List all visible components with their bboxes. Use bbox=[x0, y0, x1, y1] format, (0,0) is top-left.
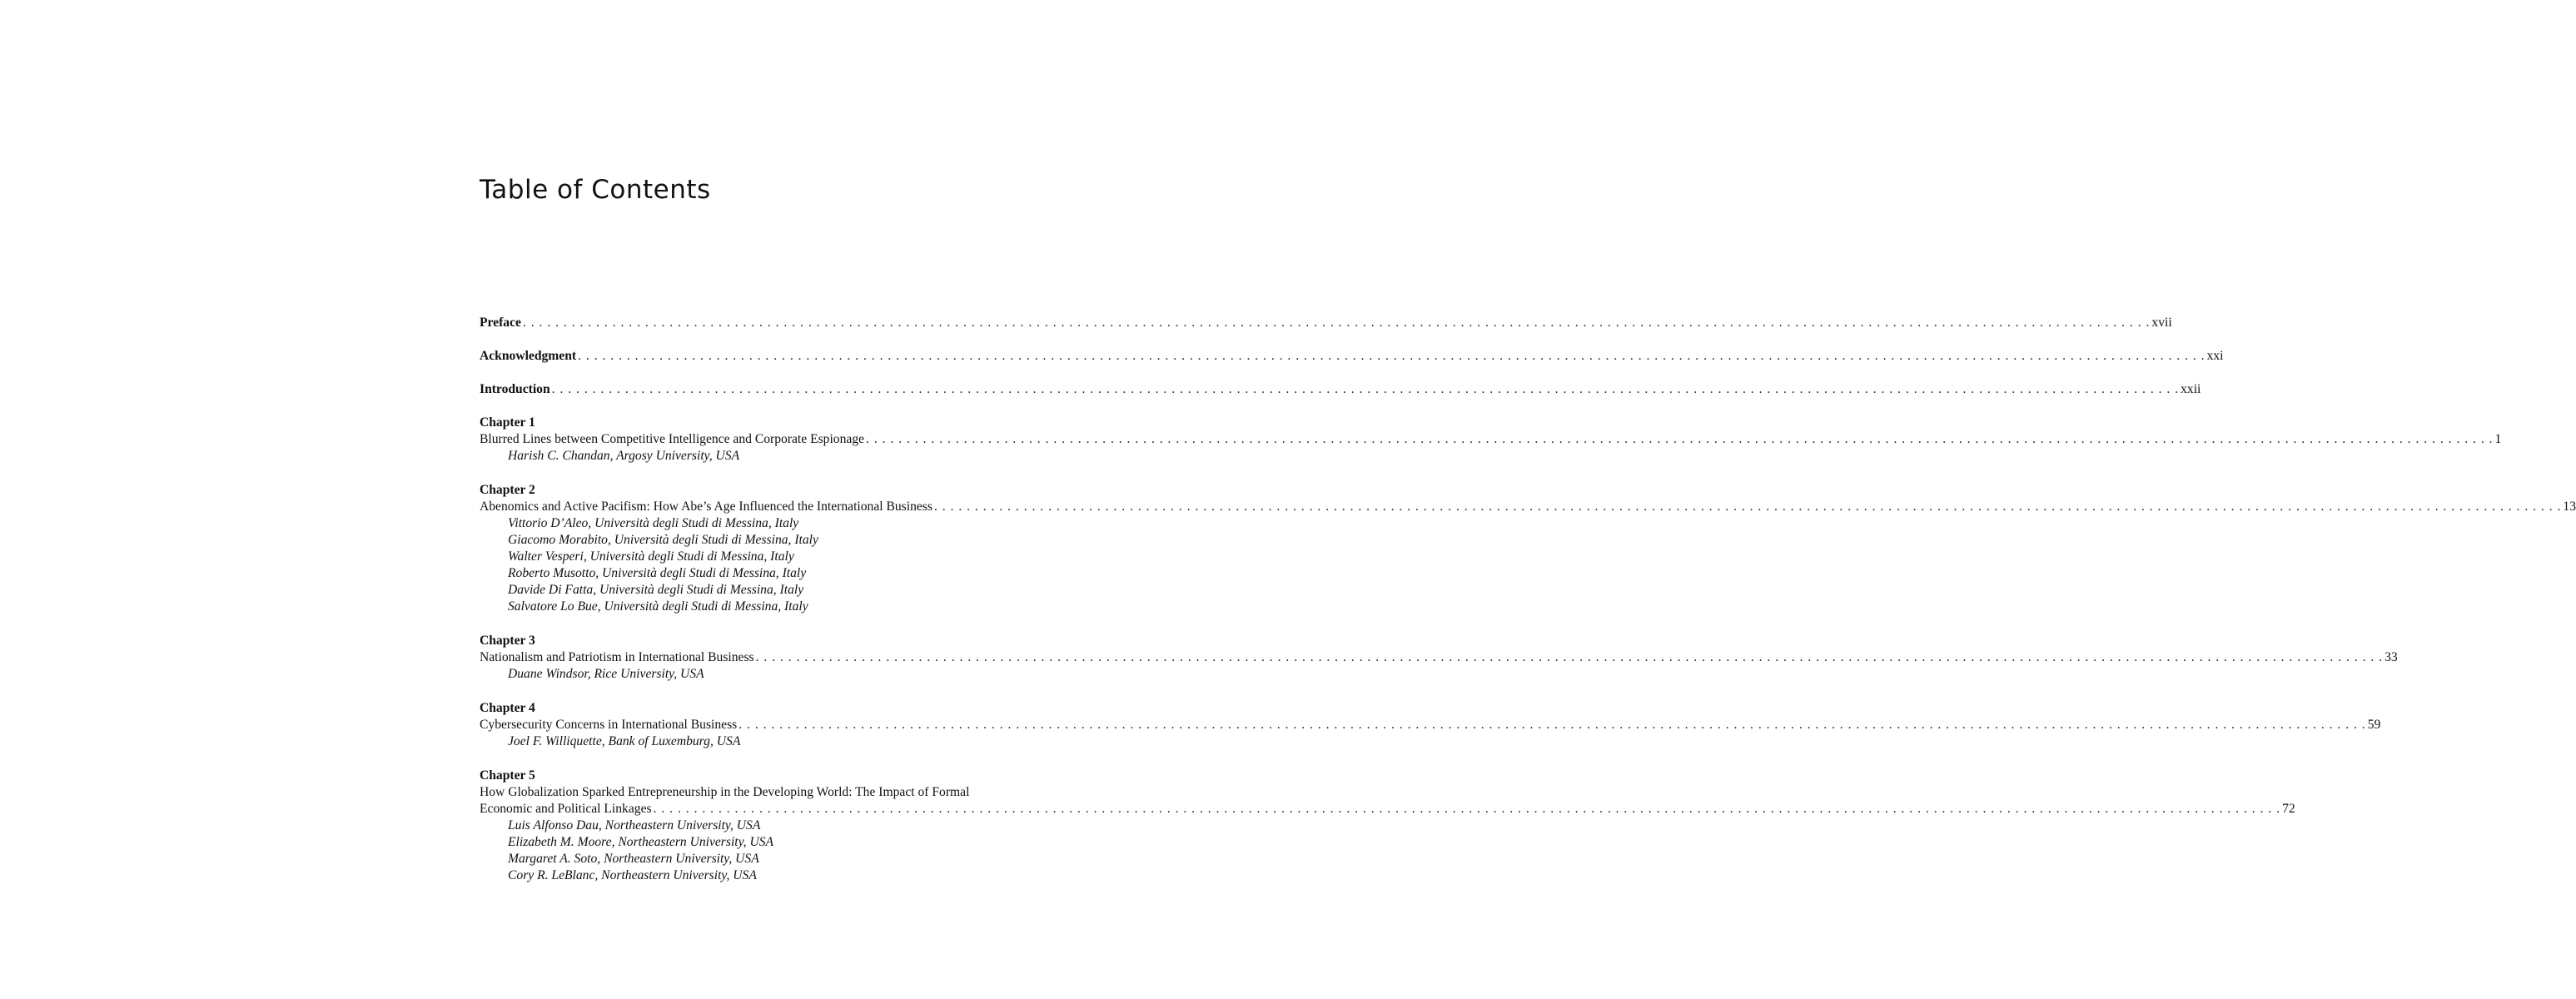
toc-chapter-2[interactable] bbox=[480, 482, 2576, 615]
page-number: 72 bbox=[2282, 802, 2295, 816]
page-number: 33 bbox=[2385, 650, 2398, 664]
dot-leader: . . . . . . . . . . . . . . . . . . . . . . . . . . . . . . . . . . . . . . . . . . . . . . . . . . . . . . . . . . . . . . . . . . . . . . . . . . . . . . . . . . . . . . . . . . . . . . . . . . . . . . . . . . . . . . . . . . . . . . . . . . . . . . . . . . . . . . . . . . . . . . . . . . . . . . . . . . . . . . . . . . . . . . . . . . . . . . . . . . . . . . . . . . . . . . . . . . . . . . . . bbox=[933, 500, 2562, 514]
author-line: Davide Di Fatta, Università degli Studi di Messina, Italy bbox=[508, 583, 804, 597]
chapter-heading: Chapter 3 bbox=[480, 634, 535, 648]
toc-chapter-5[interactable] bbox=[480, 768, 2295, 884]
dot-leader: . . . . . . . . . . . . . . . . . . . . . . . . . . . . . . . . . . . . . . . . . . . . . . . . . . . . . . . . . . . . . . . . . . . . . . . . . . . . . . . . . . . . . . . . . . . . . . . . . . . . . . . . . . . . . . . . . . . . . . . . . . . . . . . . . . . . . . . . . . . . . . . . . . . . . . . . . . . . . . . . . . . . . . . . . . . . . . . . . . . . . . . . . . . . . . . . . . . . . . . . bbox=[653, 802, 2281, 816]
author-line: Walter Vesperi, Università degli Studi di Messina, Italy bbox=[508, 549, 794, 564]
chapter-heading: Chapter 5 bbox=[480, 768, 535, 783]
toc-entry-preface[interactable] bbox=[480, 315, 2172, 331]
author-line: Duane Windsor, Rice University, USA bbox=[508, 667, 704, 681]
entry-label: Introduction bbox=[480, 382, 550, 396]
page-number: xxi bbox=[2206, 349, 2224, 363]
toc-entry-acknowledgment[interactable] bbox=[480, 348, 2224, 365]
dot-leader: . . . . . . . . . . . . . . . . . . . . . . . . . . . . . . . . . . . . . . . . . . . . . . . . . . . . . . . . . . . . . . . . . . . . . . . . . . . . . . . . . . . . . . . . . . . . . . . . . . . . . . . . . . . . . . . . . . . . . . . . . . . . . . . . . . . . . . . . . . . . . . . . . . . . . . . . . . . . . . . . . . . . . . . . . . . . . . . . . . . . . . . . . . . . . . . . . . . . . . . . bbox=[738, 718, 2366, 732]
chapter-title: Blurred Lines between Competitive Intelligence and Corporate Espionage bbox=[480, 432, 865, 446]
chapter-title-line bbox=[480, 499, 2576, 515]
chapter-heading: Chapter 2 bbox=[480, 483, 535, 497]
chapter-title-line bbox=[480, 431, 2502, 448]
toc-entry-introduction[interactable] bbox=[480, 381, 2201, 398]
chapter-title-line bbox=[480, 649, 2398, 666]
page-number: xxii bbox=[2181, 382, 2201, 396]
chapter-heading: Chapter 4 bbox=[480, 701, 535, 715]
author-line: Roberto Musotto, Università degli Studi di Messina, Italy bbox=[508, 566, 807, 580]
chapter-title-line bbox=[480, 717, 2381, 733]
author-line: Vittorio D’Aleo, Università degli Studi di Messina, Italy bbox=[508, 516, 799, 530]
toc-chapter-1[interactable] bbox=[480, 415, 2502, 465]
page-number: 13 bbox=[2563, 500, 2576, 514]
document-page bbox=[480, 0, 2576, 999]
entry-label: Acknowledgment bbox=[480, 349, 577, 363]
page-number: 1 bbox=[2494, 432, 2502, 446]
chapter-title-line bbox=[480, 801, 2295, 818]
author-line: Harish C. Chandan, Argosy University, USA bbox=[508, 449, 740, 463]
author-line: Cory R. LeBlanc, Northeastern University, USA bbox=[508, 868, 757, 882]
chapter-title: Nationalism and Patriotism in International Business bbox=[480, 650, 754, 664]
toc-list bbox=[480, 315, 2576, 902]
toc-chapter-3[interactable] bbox=[480, 633, 2398, 683]
page-number: 59 bbox=[2367, 718, 2381, 732]
dot-leader: . . . . . . . . . . . . . . . . . . . . . . . . . . . . . . . . . . . . . . . . . . . . . . . . . . . . . . . . . . . . . . . . . . . . . . . . . . . . . . . . . . . . . . . . . . . . . . . . . . . . . . . . . . . . . . . . . . . . . . . . . . . . . . . . . . . . . . . . . . . . . . . . . . . . . . . . . . . . . . . . . . . . . . . . . . . . . . . . . . . . . . . . . . . . . . . . . . . . . . . . bbox=[866, 432, 2494, 446]
author-line: Luis Alfonso Dau, Northeastern University, USA bbox=[508, 818, 761, 832]
author-line: Salvatore Lo Bue, Università degli Studi di Messina, Italy bbox=[508, 599, 808, 614]
leader-line bbox=[480, 381, 2201, 398]
author-line: Elizabeth M. Moore, Northeastern University, USA bbox=[508, 835, 774, 849]
chapter-title-continued: Economic and Political Linkages bbox=[480, 802, 652, 816]
leader-line bbox=[480, 315, 2172, 331]
author-line: Margaret A. Soto, Northeastern University, USA bbox=[508, 852, 759, 866]
author-line: Giacomo Morabito, Università degli Studi di Messina, Italy bbox=[508, 533, 818, 547]
dot-leader: . . . . . . . . . . . . . . . . . . . . . . . . . . . . . . . . . . . . . . . . . . . . . . . . . . . . . . . . . . . . . . . . . . . . . . . . . . . . . . . . . . . . . . . . . . . . . . . . . . . . . . . . . . . . . . . . . . . . . . . . . . . . . . . . . . . . . . . . . . . . . . . . . . . . . . . . . . . . . . . . . . . . . . . . . . . . . . . . . . . . . . . . . . . . . . . . . . . . . . . . bbox=[578, 349, 2206, 363]
chapter-title: Abenomics and Active Pacifism: How Abe’s Age Influenced the International Business bbox=[480, 500, 932, 514]
page-number: xvii bbox=[2151, 316, 2172, 330]
author-line: Joel F. Williquette, Bank of Luxemburg, USA bbox=[508, 734, 741, 748]
dot-leader: . . . . . . . . . . . . . . . . . . . . . . . . . . . . . . . . . . . . . . . . . . . . . . . . . . . . . . . . . . . . . . . . . . . . . . . . . . . . . . . . . . . . . . . . . . . . . . . . . . . . . . . . . . . . . . . . . . . . . . . . . . . . . . . . . . . . . . . . . . . . . . . . . . . . . . . . . . . . . . . . . . . . . . . . . . . . . . . . . . . . . . . . . . . . . . . . . . . . . . . . bbox=[551, 382, 2180, 396]
leader-line bbox=[480, 348, 2224, 365]
page-title: Table of Contents bbox=[480, 175, 711, 205]
entry-label: Preface bbox=[480, 316, 521, 330]
chapter-title: Cybersecurity Concerns in International Business bbox=[480, 718, 738, 732]
chapter-title: How Globalization Sparked Entrepreneurship in the Developing World: The Impact of Formal bbox=[480, 785, 970, 799]
dot-leader: . . . . . . . . . . . . . . . . . . . . . . . . . . . . . . . . . . . . . . . . . . . . . . . . . . . . . . . . . . . . . . . . . . . . . . . . . . . . . . . . . . . . . . . . . . . . . . . . . . . . . . . . . . . . . . . . . . . . . . . . . . . . . . . . . . . . . . . . . . . . . . . . . . . . . . . . . . . . . . . . . . . . . . . . . . . . . . . . . . . . . . . . . . . . . . . . . . . . . . . . bbox=[755, 650, 2384, 664]
chapter-heading: Chapter 1 bbox=[480, 415, 535, 430]
toc-chapter-4[interactable] bbox=[480, 700, 2381, 750]
dot-leader: . . . . . . . . . . . . . . . . . . . . . . . . . . . . . . . . . . . . . . . . . . . . . . . . . . . . . . . . . . . . . . . . . . . . . . . . . . . . . . . . . . . . . . . . . . . . . . . . . . . . . . . . . . . . . . . . . . . . . . . . . . . . . . . . . . . . . . . . . . . . . . . . . . . . . . . . . . . . . . . . . . . . . . . . . . . . . . . . . . . . . . . . . . . . . . . . . . . . . . . . bbox=[522, 316, 2151, 330]
